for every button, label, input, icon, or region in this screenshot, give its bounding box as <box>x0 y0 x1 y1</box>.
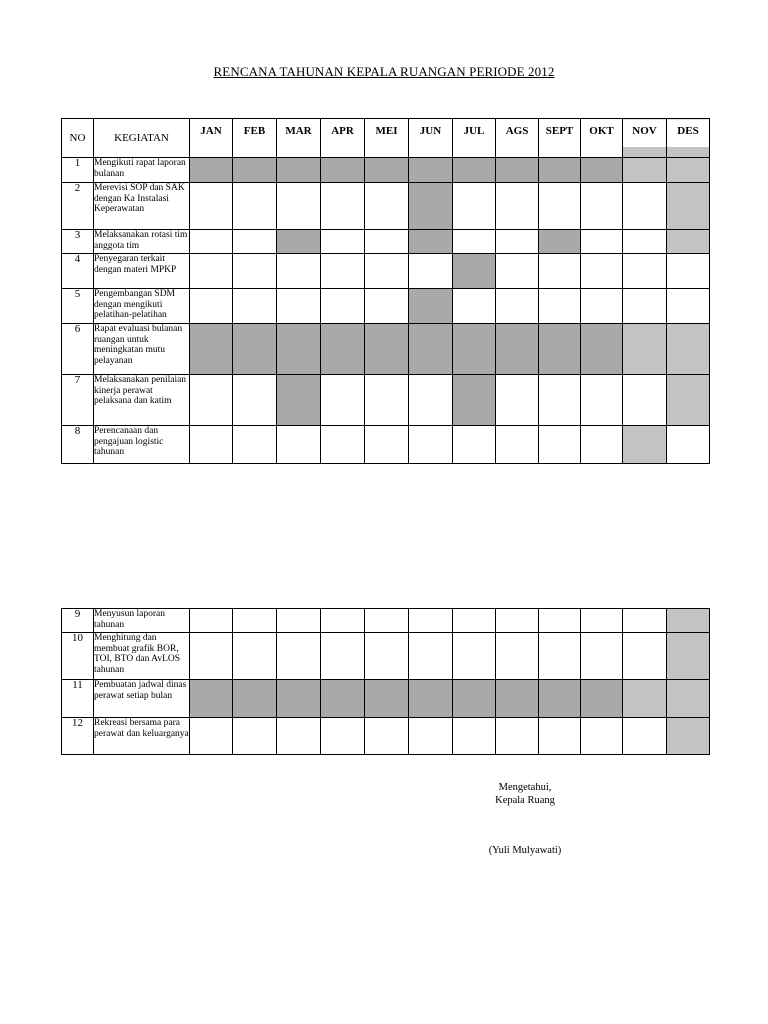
month-cell <box>496 609 539 633</box>
month-cell <box>623 254 667 289</box>
scheduled-month-cell <box>667 609 710 633</box>
month-cell <box>233 183 277 230</box>
month-cell <box>321 289 365 324</box>
month-cell <box>365 718 409 755</box>
scheduled-month-cell <box>277 680 321 718</box>
table-header-row <box>62 119 710 158</box>
table-row <box>62 633 710 680</box>
month-cell <box>277 426 321 464</box>
header-month: SEPT <box>539 119 581 158</box>
signature-name: (Yuli Mulyawati) <box>488 845 562 856</box>
month-cell <box>581 230 623 254</box>
annual-plan-table-continued <box>61 608 710 755</box>
month-cell <box>365 183 409 230</box>
month-cell <box>496 633 539 680</box>
header-month: FEB <box>233 119 277 158</box>
scheduled-month-cell <box>581 680 623 718</box>
scheduled-month-cell <box>277 230 321 254</box>
scheduled-month-cell <box>453 375 496 426</box>
month-cell <box>365 633 409 680</box>
scheduled-month-cell <box>409 230 453 254</box>
scheduled-month-cell <box>409 680 453 718</box>
month-cell <box>581 426 623 464</box>
annual-plan-table <box>61 118 710 464</box>
scheduled-month-cell <box>365 324 409 375</box>
month-cell <box>453 289 496 324</box>
scheduled-month-cell <box>667 183 710 230</box>
month-cell <box>321 426 365 464</box>
header-no: NO <box>62 119 94 158</box>
table-row <box>62 254 710 289</box>
month-cell <box>667 254 710 289</box>
month-cell <box>581 289 623 324</box>
header-month: JUL <box>453 119 496 158</box>
month-cell <box>233 375 277 426</box>
header-month: APR <box>321 119 365 158</box>
month-cell <box>321 718 365 755</box>
month-cell <box>539 609 581 633</box>
month-cell <box>667 289 710 324</box>
month-cell <box>321 375 365 426</box>
month-cell <box>409 426 453 464</box>
month-cell <box>539 254 581 289</box>
scheduled-month-cell <box>190 680 233 718</box>
month-cell <box>365 426 409 464</box>
scheduled-month-cell <box>623 324 667 375</box>
month-cell <box>623 183 667 230</box>
scheduled-month-cell <box>409 158 453 183</box>
month-cell <box>496 718 539 755</box>
month-cell <box>190 375 233 426</box>
month-cell <box>581 254 623 289</box>
scheduled-month-cell <box>321 324 365 375</box>
row-number: 6 <box>62 324 94 375</box>
month-cell <box>190 230 233 254</box>
month-cell <box>623 230 667 254</box>
scheduled-month-cell <box>667 158 710 183</box>
scheduled-month-cell <box>667 375 710 426</box>
month-cell <box>233 609 277 633</box>
month-cell <box>190 426 233 464</box>
signature-role: Kepala Ruang <box>495 795 555 806</box>
month-cell <box>365 375 409 426</box>
activity-cell: Merevisi SOP dan SAK dengan Ka Instalasi Keperawatan <box>94 183 190 230</box>
month-cell <box>233 230 277 254</box>
month-cell <box>539 633 581 680</box>
table-row <box>62 718 710 755</box>
scheduled-month-cell <box>539 230 581 254</box>
activity-cell: Penyegaran terkait dengan materi MPKP <box>94 254 190 289</box>
header-month: AGS <box>496 119 539 158</box>
month-cell <box>453 230 496 254</box>
month-cell <box>496 230 539 254</box>
scheduled-month-cell <box>623 680 667 718</box>
month-cell <box>453 426 496 464</box>
scheduled-month-cell <box>496 324 539 375</box>
activity-cell: Rapat evaluasi bulanan ruangan untuk meningkatan mutu pelayanan <box>94 324 190 375</box>
month-cell <box>539 426 581 464</box>
month-cell <box>496 426 539 464</box>
table-row <box>62 324 710 375</box>
activity-cell: Perencanaan dan pengajuan logistic tahunan <box>94 426 190 464</box>
month-cell <box>277 254 321 289</box>
scheduled-month-cell <box>190 158 233 183</box>
month-cell <box>321 230 365 254</box>
scheduled-month-cell <box>277 324 321 375</box>
table-row <box>62 609 710 633</box>
header-month: DES <box>667 119 710 158</box>
scheduled-month-cell <box>321 680 365 718</box>
signature-acknowledged: Mengetahui, <box>498 782 552 793</box>
month-cell <box>623 718 667 755</box>
scheduled-month-cell <box>539 158 581 183</box>
month-cell <box>277 183 321 230</box>
row-number: 9 <box>62 609 94 633</box>
scheduled-month-cell <box>277 158 321 183</box>
month-cell <box>539 375 581 426</box>
scheduled-month-cell <box>233 324 277 375</box>
month-cell <box>453 718 496 755</box>
activity-cell: Pengembangan SDM dengan mengikuti pelatihan-pelatihan <box>94 289 190 324</box>
scheduled-month-cell <box>233 158 277 183</box>
month-cell <box>277 289 321 324</box>
month-cell <box>581 183 623 230</box>
row-number: 2 <box>62 183 94 230</box>
table-row <box>62 230 710 254</box>
row-number: 3 <box>62 230 94 254</box>
signature-block <box>455 781 595 807</box>
month-cell <box>623 375 667 426</box>
activity-cell: Mengikuti rapat laporan bulanan <box>94 158 190 183</box>
scheduled-month-cell <box>539 680 581 718</box>
table-row <box>62 183 710 230</box>
scheduled-month-cell <box>409 324 453 375</box>
row-number: 1 <box>62 158 94 183</box>
activity-cell: Menyusun laporan tahunan <box>94 609 190 633</box>
month-cell <box>233 426 277 464</box>
scheduled-month-cell <box>453 324 496 375</box>
month-cell <box>409 254 453 289</box>
month-cell <box>190 718 233 755</box>
row-number: 11 <box>62 680 94 718</box>
month-cell <box>233 633 277 680</box>
activity-cell: Rekreasi bersama para perawat dan keluarganya <box>94 718 190 755</box>
scheduled-month-cell <box>581 324 623 375</box>
month-cell <box>365 230 409 254</box>
scheduled-month-cell <box>667 324 710 375</box>
month-cell <box>539 289 581 324</box>
scheduled-month-cell <box>190 324 233 375</box>
activity-cell: Melaksanakan penilaian kinerja perawat pelaksana dan katim <box>94 375 190 426</box>
scheduled-month-cell <box>409 289 453 324</box>
month-cell <box>321 254 365 289</box>
row-number: 10 <box>62 633 94 680</box>
month-cell <box>623 289 667 324</box>
row-number: 7 <box>62 375 94 426</box>
month-cell <box>190 633 233 680</box>
scheduled-month-cell <box>667 680 710 718</box>
month-cell <box>365 289 409 324</box>
month-cell <box>365 254 409 289</box>
month-cell <box>321 183 365 230</box>
header-month: OKT <box>581 119 623 158</box>
month-cell <box>667 426 710 464</box>
scheduled-month-cell <box>623 158 667 183</box>
month-cell <box>409 718 453 755</box>
header-month: MEI <box>365 119 409 158</box>
month-cell <box>277 633 321 680</box>
month-cell <box>539 183 581 230</box>
month-cell <box>453 633 496 680</box>
scheduled-month-cell <box>453 158 496 183</box>
scheduled-month-cell <box>496 680 539 718</box>
header-month: JUN <box>409 119 453 158</box>
table-row <box>62 289 710 324</box>
header-kegiatan: KEGIATAN <box>94 119 190 158</box>
month-cell <box>496 289 539 324</box>
month-cell <box>190 254 233 289</box>
month-cell <box>496 375 539 426</box>
month-cell <box>581 718 623 755</box>
month-cell <box>277 718 321 755</box>
month-cell <box>321 633 365 680</box>
row-number: 4 <box>62 254 94 289</box>
scheduled-month-cell <box>365 158 409 183</box>
month-cell <box>581 375 623 426</box>
month-cell <box>233 289 277 324</box>
scheduled-month-cell <box>277 375 321 426</box>
month-cell <box>623 609 667 633</box>
month-cell <box>453 609 496 633</box>
row-number: 5 <box>62 289 94 324</box>
activity-cell: Melaksanakan rotasi tim anggota tim <box>94 230 190 254</box>
activity-cell: Menghitung dan membuat grafik BOR, TOI, BTO dan AvLOS tahunan <box>94 633 190 680</box>
month-cell <box>233 254 277 289</box>
scheduled-month-cell <box>233 680 277 718</box>
month-cell <box>409 633 453 680</box>
scheduled-month-cell <box>321 158 365 183</box>
table-row <box>62 158 710 183</box>
table-row <box>62 680 710 718</box>
scheduled-month-cell <box>667 230 710 254</box>
header-month: NOV <box>623 119 667 158</box>
scheduled-month-cell <box>453 254 496 289</box>
month-cell <box>581 609 623 633</box>
month-cell <box>453 183 496 230</box>
scheduled-month-cell <box>365 680 409 718</box>
header-month: JAN <box>190 119 233 158</box>
scheduled-month-cell <box>409 183 453 230</box>
document-title: RENCANA TAHUNAN KEPALA RUANGAN PERIODE 2012 <box>213 64 555 79</box>
month-cell <box>190 289 233 324</box>
month-cell <box>581 633 623 680</box>
month-cell <box>409 375 453 426</box>
table-row <box>62 426 710 464</box>
activity-cell: Pembuatan jadwal dinas perawat setiap bulan <box>94 680 190 718</box>
scheduled-month-cell <box>496 158 539 183</box>
header-month: MAR <box>277 119 321 158</box>
scheduled-month-cell <box>581 158 623 183</box>
month-cell <box>233 718 277 755</box>
month-cell <box>409 609 453 633</box>
month-cell <box>365 609 409 633</box>
month-cell <box>190 183 233 230</box>
scheduled-month-cell <box>453 680 496 718</box>
month-cell <box>277 609 321 633</box>
month-cell <box>539 718 581 755</box>
table-row <box>62 375 710 426</box>
month-cell <box>496 183 539 230</box>
month-cell <box>496 254 539 289</box>
month-cell <box>190 609 233 633</box>
row-number: 8 <box>62 426 94 464</box>
scheduled-month-cell <box>539 324 581 375</box>
month-cell <box>623 633 667 680</box>
month-cell <box>321 609 365 633</box>
scheduled-month-cell <box>667 718 710 755</box>
row-number: 12 <box>62 718 94 755</box>
scheduled-month-cell <box>623 426 667 464</box>
scheduled-month-cell <box>667 633 710 680</box>
